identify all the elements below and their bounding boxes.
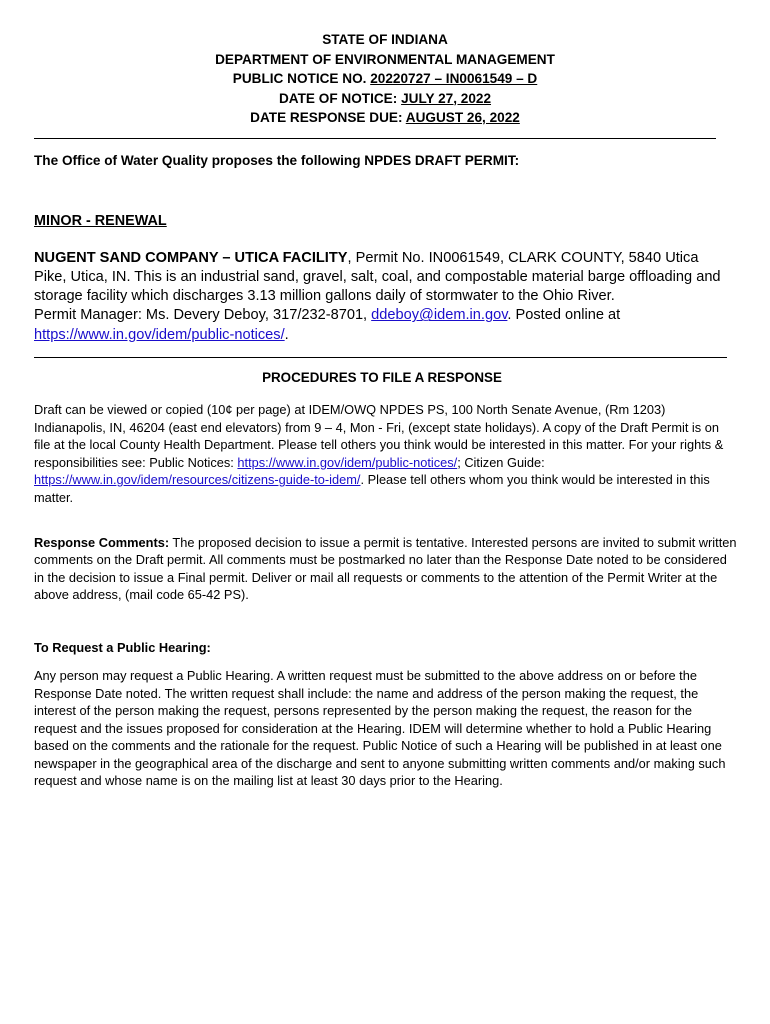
notice-date-value: JULY 27, 2022 xyxy=(401,90,492,106)
hearing-paragraph: Any person may request a Public Hearing. A written request must be submitted to the above address on or before the Response Date noted. The written request shall include: the name and address of the person making the request, the interest of the person making the request, persons represented by the person making the request, the reason for the request and the issues proposed for consideration at the Hearing. IDEM will determine whether to hold a Public Hearing based on the comments and the rationale for the request. Public Notice of such a Hearing will be published in at least one newspaper in the geographical area of the discharge and sent to anyone submitting written comments and/or making such request and whose name is on the mailing list at least 30 days prior to the Hearing. xyxy=(34,667,726,789)
permit-manager: Permit Manager: Ms. Devery Deboy, 317/232-8701, xyxy=(34,307,372,324)
response-comments-label: Response Comments: xyxy=(34,534,170,550)
permit-category: MINOR - RENEWAL xyxy=(34,212,167,229)
draft-viewing-paragraph xyxy=(34,401,738,507)
notice-header xyxy=(34,30,730,128)
notice-date-label: DATE OF NOTICE: xyxy=(278,90,402,106)
header-response-due xyxy=(40,108,730,128)
facility-name: NUGENT SAND COMPANY – UTICA FACILITY xyxy=(34,249,348,266)
response-comments-paragraph xyxy=(34,534,738,604)
response-due-value: AUGUST 26, 2022 xyxy=(405,110,520,125)
header-divider xyxy=(34,138,716,139)
header-state: STATE OF INDIANA xyxy=(322,32,448,47)
draft-text-2: ; Citizen Guide: xyxy=(457,454,545,470)
public-notices-link-2[interactable]: https://www.in.gov/idem/public-notices/ xyxy=(237,454,458,470)
public-notices-link[interactable]: https://www.in.gov/idem/public-notices/ xyxy=(34,326,285,343)
draft-text-1: Draft can be viewed or copied (10¢ per page) at IDEM/OWQ NPDES PS, 100 North Senate Avenue, (Rm 1203) Indianapolis, IN, 46204 (east end elevators) from 9 – 4, Mon - Fri, (except state holidays). A copy of the Draft Permit is on file at the local County Health Department. Please tell others you think would be interested in this matter. For your rights & responsibilities see: Public Notices: xyxy=(34,401,724,470)
header-notice-date xyxy=(40,89,730,109)
lead-statement: The Office of Water Quality proposes the following NPDES DRAFT PERMIT: xyxy=(34,152,520,168)
section-divider xyxy=(34,357,727,358)
notice-number-label: PUBLIC NOTICE NO. xyxy=(232,71,371,86)
hearing-title: To Request a Public Hearing: xyxy=(34,639,211,655)
citizens-guide-link[interactable]: https://www.in.gov/idem/resources/citizens-guide-to-idem/ xyxy=(34,472,361,488)
response-comments-text: The proposed decision to issue a permit is tentative. Interested persons are invited to submit written comments on the Draft permit. All comments must be postmarked no later than the Response Date noted to be considered in the decision to issue a Final permit. Deliver or mail all requests or comments to the attention of the Permit Writer at the above address, (mail code 65-42 PS). xyxy=(34,534,737,603)
draft-text-3: . Please tell others whom you think would be interested in this matter. xyxy=(34,472,710,505)
header-department: DEPARTMENT OF ENVIRONMENTAL MANAGEMENT xyxy=(215,51,555,67)
permit-description xyxy=(34,249,734,345)
notice-number-value: 20220727 – IN0061549 – D xyxy=(370,71,538,86)
header-notice-number xyxy=(40,69,730,89)
posted-end: . xyxy=(284,326,289,343)
posted-online-text: . Posted online at xyxy=(507,307,621,324)
manager-email-link[interactable]: ddeboy@idem.in.gov xyxy=(371,307,508,324)
response-due-label: DATE RESPONSE DUE: xyxy=(250,110,406,125)
permit-details: , Permit No. IN0061549, CLARK COUNTY, 5840 Utica Pike, Utica, IN. This is an industrial sand, gravel, salt, coal, and compostable material barge offloading and storage facility which discharges 3.13 million gallons daily of stormwater to the Ohio River. xyxy=(34,249,721,305)
procedures-title: PROCEDURES TO FILE A RESPONSE xyxy=(262,369,502,385)
